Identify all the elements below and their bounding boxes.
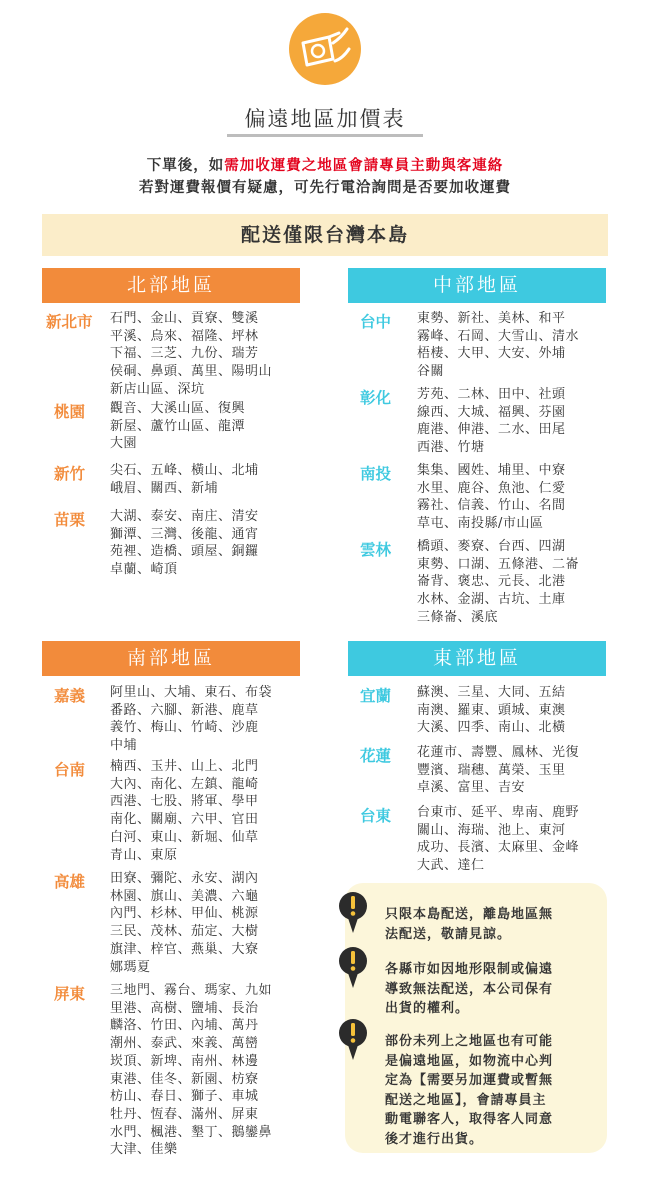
county-entry (46, 400, 306, 460)
delivery-banner: 配送僅限台灣本島 (42, 214, 608, 256)
note-line: 法配送，敬請見諒。 (385, 926, 512, 942)
town-list (110, 508, 306, 579)
region-header-central: 中部地區 (348, 268, 606, 303)
town-line: 卓溪、富里、吉安 (417, 780, 526, 796)
exclamation-icon (338, 889, 368, 937)
town-list (110, 870, 304, 976)
town-line: 青山、東原 (110, 847, 178, 863)
town-line: 旗津、梓官、燕巢、大寮 (110, 941, 259, 957)
page-title: 偏遠地區加價表 (244, 107, 406, 131)
county-name: 新竹 (54, 465, 86, 483)
town-line: 石門、金山、貢寮、雙溪 (110, 311, 259, 326)
town-line: 卓蘭、崎頂 (110, 562, 178, 578)
town-line: 台東市、延平、卑南、鹿野 (417, 805, 580, 820)
note-line: 後才進行出貨。 (385, 1131, 484, 1147)
town-line: 集集、國姓、埔里、中寮 (417, 463, 566, 478)
town-line: 霧峰、石岡、大雪山、清水 (417, 328, 580, 344)
note-line: 配送之地區】，會請專員主 (385, 1092, 547, 1108)
town-list (417, 386, 610, 457)
town-line: 三民、茂林、茄定、大樹 (110, 924, 259, 940)
note-line: 導致無法配送，本公司保有 (385, 981, 554, 997)
town-line: 花蓮市、壽豐、鳳林、光復 (417, 745, 580, 760)
note-line: 各縣市如因地形限制或偏遠 (385, 962, 554, 977)
town-line: 東勢、口湖、五條港、二崙 (417, 556, 580, 572)
note-line: 定為【需要另加運費或暫無 (385, 1073, 554, 1088)
county-name: 彰化 (360, 389, 392, 407)
county-entry (360, 804, 610, 876)
central-list (360, 310, 610, 628)
county-entry (54, 684, 304, 756)
region-header-east: 東部地區 (348, 641, 606, 676)
town-line: 水林、金湖、古坑、土庫 (417, 592, 566, 608)
county-entry (360, 684, 610, 738)
town-line: 下福、三芝、九份、瑞芳 (110, 346, 259, 362)
town-line: 大溪、四季、南山、北橫 (417, 720, 566, 736)
town-line: 阿里山、大埔、東石、布袋 (110, 685, 273, 700)
town-line: 東港、佳冬、新園、枋寮 (110, 1071, 259, 1087)
town-line: 楠西、玉井、山上、北門 (110, 759, 259, 774)
county-name: 屏東 (54, 985, 86, 1003)
county-entry (46, 508, 306, 580)
county-entry (46, 310, 306, 398)
town-line: 霧社、信義、竹山、名間 (417, 498, 566, 514)
town-line: 梧棲、大甲、大安、外埔 (417, 346, 566, 362)
county-entry (360, 538, 610, 628)
county-entry (360, 310, 610, 382)
county-entry (54, 982, 304, 1160)
town-list (417, 804, 610, 875)
town-line: 大湖、泰安、南庄、清安 (110, 509, 259, 524)
town-list (110, 400, 306, 453)
town-list (417, 744, 610, 797)
county-name: 新北市 (46, 313, 93, 331)
town-list (110, 982, 304, 1159)
note-text (385, 905, 600, 944)
town-line: 觀音、大溪山區、復興 (110, 401, 246, 416)
north-list (46, 310, 306, 580)
town-line: 娜瑪夏 (110, 959, 151, 975)
title-underline (227, 134, 423, 137)
town-list (417, 538, 610, 627)
county-name: 宜蘭 (360, 687, 392, 705)
town-list (110, 310, 306, 399)
town-line: 尖石、五峰、橫山、北埔 (110, 463, 259, 478)
town-list (417, 462, 610, 533)
town-line: 成功、長濱、太麻里、金峰 (417, 840, 580, 856)
town-line: 關山、海瑞、池上、東河 (417, 822, 566, 838)
town-line: 潮州、泰武、來義、萬巒 (110, 1036, 259, 1052)
town-line: 豐濱、瑞穗、萬榮、玉里 (417, 762, 566, 778)
county-name: 高雄 (54, 873, 86, 891)
note-line: 出貨的權利。 (385, 1001, 470, 1016)
town-line: 番路、六腳、新港、鹿草 (110, 702, 259, 718)
county-entry (360, 462, 610, 534)
town-line: 鹿港、伸港、二水、田尾 (417, 422, 566, 438)
county-entry (54, 758, 304, 865)
town-line: 新屋、蘆竹山區、龍潭 (110, 418, 246, 434)
town-line: 林園、旗山、美濃、六龜 (110, 888, 259, 904)
east-list (360, 684, 610, 876)
note-text (385, 960, 600, 1019)
exclamation-icon (338, 1016, 368, 1064)
county-name: 花蓮 (360, 747, 392, 765)
town-line: 平溪、烏來、福隆、坪林 (110, 328, 259, 344)
town-line: 西港、竹塘 (417, 440, 485, 456)
town-line: 東勢、新社、美林、和平 (417, 311, 566, 326)
town-line: 大武、達仁 (417, 858, 485, 874)
county-name: 雲林 (360, 541, 392, 559)
town-line: 苑裡、造橋、頭屋、銅鑼 (110, 544, 259, 560)
town-line: 新店山區、深坑 (110, 381, 205, 397)
note-text (385, 1032, 600, 1149)
notice-line-1 (0, 154, 650, 175)
county-entry (54, 870, 304, 977)
county-name: 台中 (360, 313, 392, 331)
town-line: 草屯、南投縣/市山區 (417, 516, 544, 532)
town-line: 橋頭、麥寮、台西、四湖 (417, 539, 566, 554)
county-name: 台東 (360, 807, 392, 825)
town-line: 大津、佳樂 (110, 1142, 178, 1158)
notice-prefix: 下單後，如 (146, 158, 225, 174)
town-line: 線西、大城、福興、芬園 (417, 404, 566, 420)
town-list (110, 684, 304, 755)
note-line: 是偏遠地區，如物流中心判 (385, 1053, 554, 1069)
note-line: 只限本島配送，離島地區無 (385, 907, 554, 922)
town-line: 大內、南化、左鎮、龍崎 (110, 776, 259, 792)
note-line: 部份未列上之地區也有可能 (385, 1034, 554, 1049)
county-name: 嘉義 (54, 687, 86, 705)
town-line: 大園 (110, 436, 138, 452)
south-list (54, 684, 304, 1160)
town-line: 峨眉、關西、新埔 (110, 480, 219, 496)
town-line: 三地門、霧台、瑪家、九如 (110, 983, 273, 998)
town-list (417, 684, 610, 737)
notice-line-2: 若對運費報價有疑慮，可先行電洽詢問是否要加收運費 (139, 180, 511, 196)
town-line: 內門、杉林、甲仙、桃源 (110, 906, 259, 922)
county-entry (46, 462, 306, 506)
county-entry (360, 386, 610, 458)
town-line: 三條崙、溪底 (417, 609, 499, 625)
town-line: 西港、七股、將軍、學甲 (110, 794, 259, 810)
town-list (110, 758, 304, 864)
town-line: 水里、鹿谷、魚池、仁愛 (417, 480, 566, 496)
notice-highlight: 需加收運費之地區會請專員主動與客連絡 (224, 158, 504, 174)
county-name: 台南 (54, 761, 86, 779)
county-name: 桃園 (54, 403, 86, 421)
money-hand-icon (289, 13, 361, 85)
region-header-north: 北部地區 (42, 268, 300, 303)
town-line: 麟洛、竹田、內埔、萬丹 (110, 1018, 259, 1034)
county-name: 苗栗 (54, 511, 86, 529)
town-line: 白河、東山、新堀、仙草 (110, 829, 259, 845)
brand-logo (289, 13, 361, 85)
county-entry (360, 744, 610, 798)
town-line: 中埔 (110, 738, 138, 754)
town-line: 芳苑、二林、田中、社頭 (417, 387, 566, 402)
town-line: 義竹、梅山、竹崎、沙鹿 (110, 720, 259, 736)
town-line: 南澳、羅東、頭城、東澳 (417, 702, 566, 718)
county-name: 南投 (360, 465, 392, 483)
town-line: 里港、高樹、鹽埔、長治 (110, 1000, 259, 1016)
town-line: 崁頂、新埤、南州、林邊 (110, 1053, 259, 1069)
notes-box (345, 883, 607, 1153)
exclamation-icon (338, 944, 368, 992)
town-line: 侯硐、鼻頭、萬里、陽明山 (110, 364, 273, 380)
town-line: 蘇澳、三星、大同、五結 (417, 685, 566, 700)
note-line: 動電聯客人，取得客人同意 (385, 1112, 554, 1127)
town-line: 枋山、春日、獅子、車城 (110, 1089, 259, 1105)
region-header-south: 南部地區 (42, 641, 300, 676)
town-list (417, 310, 610, 381)
town-line: 田寮、彌陀、永安、湖內 (110, 871, 259, 886)
town-line: 崙背、褒忠、元長、北港 (417, 574, 566, 590)
town-line: 谷關 (417, 364, 445, 380)
town-list (110, 462, 306, 497)
town-line: 獅潭、三灣、後龍、通宵 (110, 526, 259, 542)
town-line: 南化、關廟、六甲、官田 (110, 812, 259, 828)
town-line: 水門、楓港、墾丁、鵝鑾鼻 (110, 1124, 273, 1140)
town-line: 牡丹、恆春、滿州、屏東 (110, 1106, 259, 1122)
